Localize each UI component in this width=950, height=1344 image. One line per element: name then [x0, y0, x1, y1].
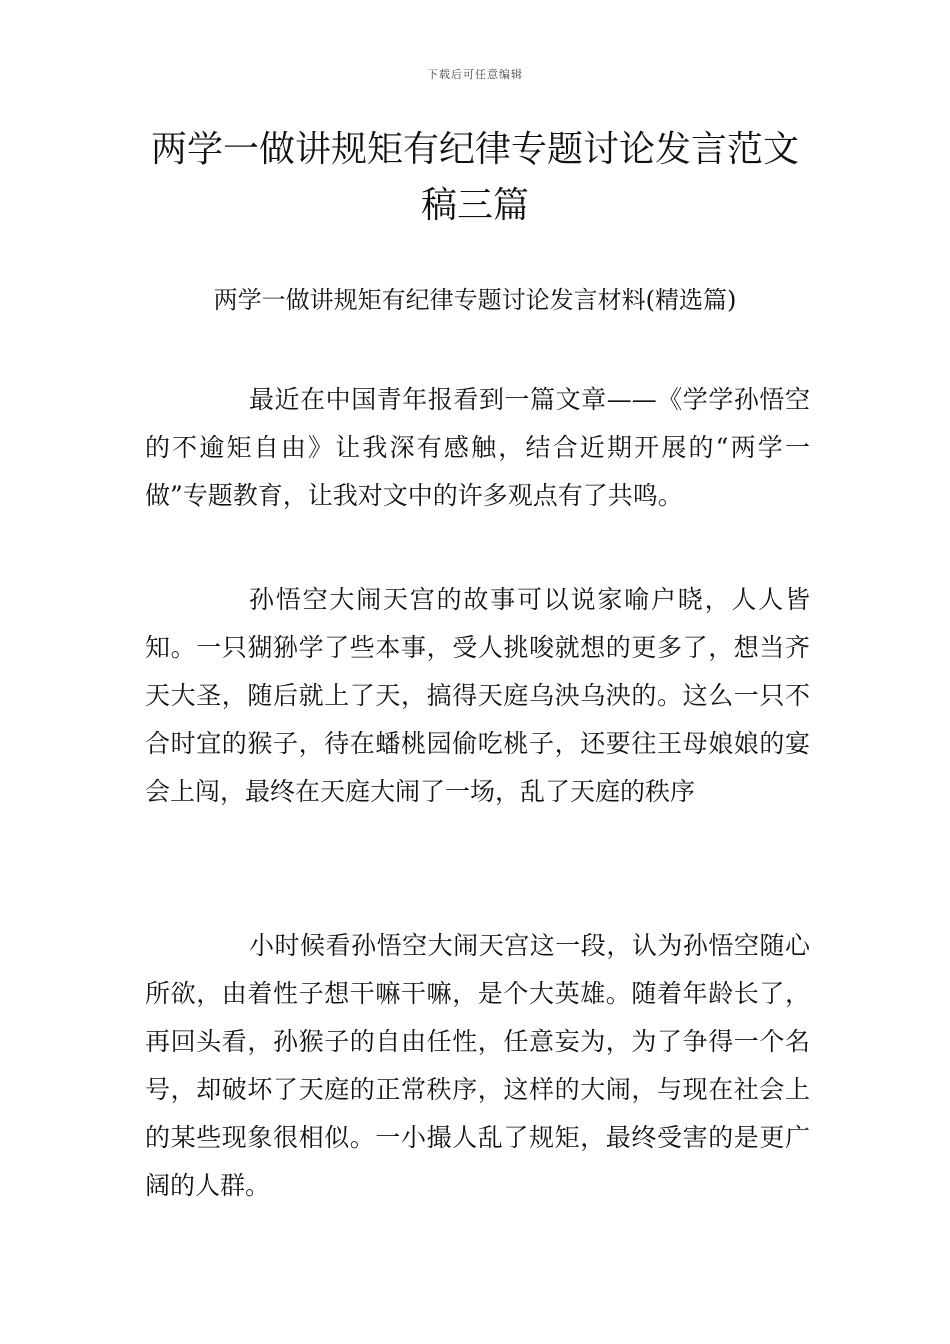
- paragraph-1: 最近在中国青年报看到一篇文章——《学学孙悟空的不逾矩自由》让我深有感触，结合近期开展的“两学一做”专题教育，让我对文中的许多观点有了共鸣。: [145, 385, 810, 510]
- paragraph-3: 小时候看孙悟空大闹天宫这一段，认为孙悟空随心所欲，由着性子想干嘛干嘛，是个大英雄。随着年龄长了，再回头看，孙猴子的自由任性，任意妄为，为了争得一个名号，却破坏了天庭的正常秩序，这样的大闹，与现在社会上的某些现象很相似。一小撮人乱了规矩，最终受害的是更广阔的人群。: [145, 931, 810, 1200]
- page-header-note: 下载后可任意编辑: [427, 68, 523, 81]
- document-subtitle: 两学一做讲规矩有纪律专题讨论发言材料(精选篇): [213, 286, 737, 314]
- paragraph-2: 孙悟空大闹天宫的故事可以说家喻户晓，人人皆知。一只猢狲学了些本事，受人挑唆就想的更多了，想当齐天大圣，随后就上了天，搞得天庭乌泱乌泱的。这么一只不合时宜的猴子，待在蟠桃园偷吃桃子，还要往王母娘娘的宴会上闯，最终在天庭大闹了一场，乱了天庭的秩序: [145, 585, 810, 806]
- document-title: 两学一做讲规矩有纪律专题讨论发言范文稿三篇: [150, 129, 799, 226]
